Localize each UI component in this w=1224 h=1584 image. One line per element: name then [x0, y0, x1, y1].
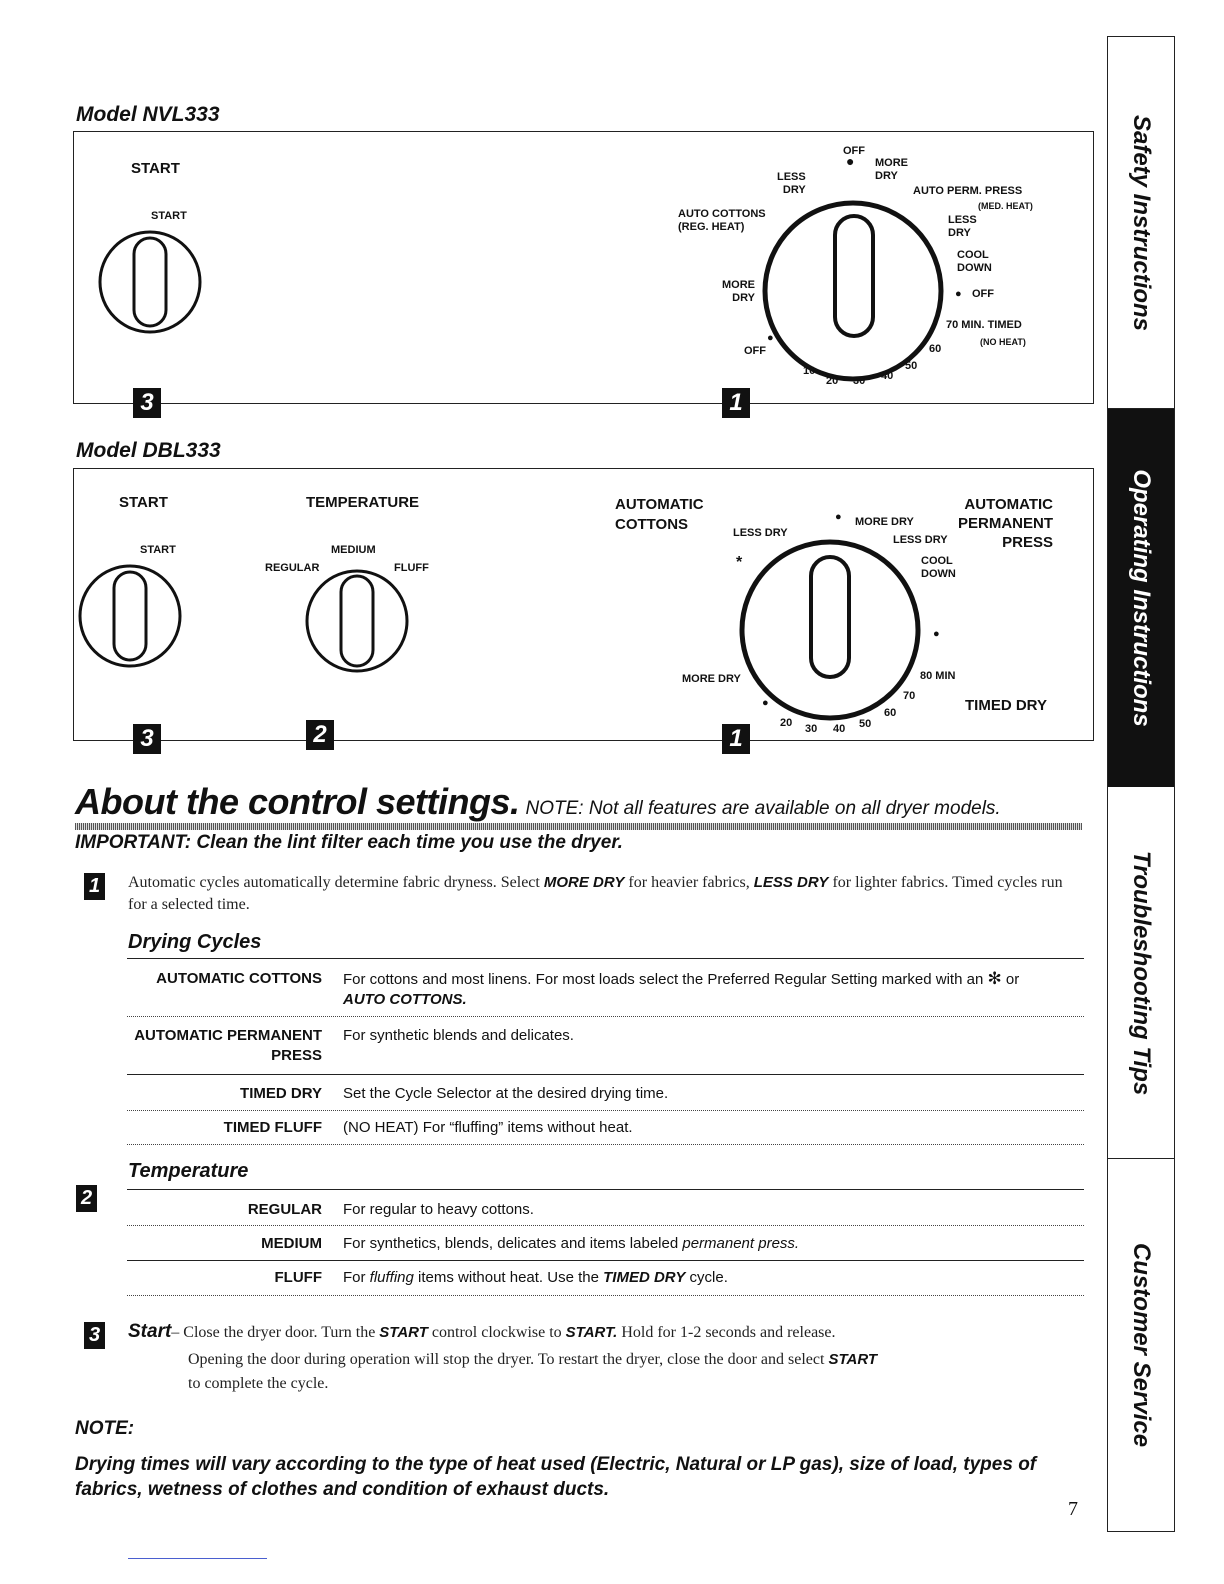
dial2-time-60: 60	[884, 707, 897, 719]
dial-auto-perm-press: AUTO PERM. PRESS	[913, 185, 1023, 197]
temp-medium-i: permanent press.	[682, 1235, 800, 1252]
step1-more: MORE DRY	[543, 874, 625, 891]
dial-off-right: OFF	[972, 288, 994, 300]
row-divider	[127, 1225, 1084, 1226]
dial-time-40: 40	[881, 370, 894, 382]
note-text: Drying times will vary according to the type of heat used (Electric, Natural or LP gas), size of load, types of fabrics, wetness of clothes and condition of exhaust ducts.	[75, 1454, 1037, 1500]
row-divider	[127, 1144, 1084, 1145]
dial2-auto-cottons: AUTOMATIC COTTONS	[615, 496, 704, 533]
dial2-time-30: 30	[805, 723, 818, 735]
temp-val-regular: For regular to heavy cottons.	[343, 1201, 534, 1218]
cycle-key-auto-perm: AUTOMATIC PERMANENT PRESS	[134, 1027, 322, 1064]
tab-customer-service[interactable]	[1108, 1159, 1174, 1531]
step1-badge: 1	[84, 873, 105, 900]
model1-cycle-dial[interactable]	[758, 196, 948, 386]
temp-fluff-a: For	[343, 1269, 370, 1286]
footer-line	[128, 1558, 267, 1559]
row-divider	[127, 1074, 1084, 1075]
important-notice: IMPORTANT: Clean the lint filter each time you use the dryer.	[75, 832, 623, 853]
tab-operating-instructions[interactable]	[1108, 409, 1174, 787]
cycle-val-timed-dry: Set the Cycle Selector at the desired drying time.	[343, 1085, 669, 1102]
dial-off-right-dot: ●	[955, 288, 962, 300]
temp-regular: REGULAR	[265, 562, 320, 574]
dial-timed: 70 MIN. TIMED	[946, 319, 1022, 331]
step3-badge: 3	[84, 1322, 105, 1349]
knob-ring	[100, 232, 200, 332]
tab-safety-instructions[interactable]	[1108, 37, 1174, 409]
side-tab-nav	[1107, 36, 1175, 1532]
dial-grip	[811, 557, 849, 677]
model2-start-knob[interactable]	[76, 562, 184, 670]
dial2-more-dry-left: MORE DRY	[682, 673, 741, 685]
temp-medium-a: For synthetics, blends, delicates and items labeled	[343, 1235, 683, 1252]
about-heading	[75, 781, 1001, 823]
temperature-heading: Temperature	[128, 1160, 249, 1182]
dial-ring	[742, 542, 918, 718]
asterisk-symbol: ✻	[987, 969, 1002, 988]
model1-start-knob[interactable]	[96, 228, 204, 336]
dial-less-dry-top: LESS DRY	[777, 171, 806, 196]
knob-grip	[341, 576, 373, 666]
dial-ring	[765, 203, 941, 379]
dial-auto-cottons: AUTO COTTONS (REG. HEAT)	[678, 208, 766, 233]
start-l1a: Close the dryer door. Turn the	[183, 1324, 380, 1341]
temp-fluff-i: fluffing	[369, 1269, 414, 1286]
dial-off-top: OFF	[843, 145, 865, 157]
start-label: Start	[128, 1321, 172, 1342]
dial-more-dry-top: MORE DRY	[875, 157, 908, 182]
start-l1c: control clockwise to	[427, 1324, 566, 1341]
dial-time-30: 30	[853, 375, 866, 387]
dial2-80min: 80 MIN	[920, 670, 956, 682]
dial-cool-down: COOL DOWN	[957, 249, 992, 274]
dial-less-dry-right: LESS DRY	[948, 214, 977, 239]
row-divider	[127, 1016, 1084, 1017]
dial2-auto-perm: AUTOMATIC PERMANENT PRESS	[958, 496, 1054, 551]
dial2-asterisk: *	[736, 554, 743, 571]
model1-start-knob-label: START	[151, 210, 187, 222]
dial2-right-dot: ●	[933, 628, 940, 640]
temp-fluff-bi: TIMED DRY	[603, 1269, 686, 1286]
knob-ring	[307, 571, 407, 671]
dial-no-heat: (NO HEAT)	[980, 337, 1026, 347]
note-heading: NOTE:	[75, 1418, 135, 1439]
tab-label: Operating Instructions	[1128, 469, 1155, 727]
model2-temp-knob[interactable]	[302, 566, 412, 676]
dial-dot: ●	[846, 153, 855, 169]
dial-med-heat: (MED. HEAT)	[978, 201, 1033, 211]
about-note: NOTE: Not all features are available on all dryer models.	[525, 798, 1001, 819]
step2-badge: 2	[76, 1185, 97, 1212]
model1-badge-cycle: 1	[722, 388, 750, 418]
drying-cycles-heading: Drying Cycles	[128, 931, 262, 953]
dial2-more-dry-top: MORE DRY	[855, 516, 914, 528]
start-l2b: START	[828, 1351, 878, 1368]
dial-time-10: 10	[803, 365, 816, 377]
model2-start-heading: START	[119, 494, 168, 511]
tab-label: Safety Instructions	[1128, 114, 1155, 331]
temperature-rule	[127, 1189, 1084, 1190]
temp-key-regular: REGULAR	[247, 1201, 322, 1218]
temp-key-fluff: FLUFF	[274, 1269, 322, 1286]
temp-key-medium: MEDIUM	[261, 1235, 322, 1252]
dial2-time-40: 40	[833, 723, 846, 735]
step1-c: for lighter fabrics. Timed cycles run for a selected time.	[128, 874, 1063, 913]
about-title: About the control settings.	[75, 781, 520, 822]
dial-more-dry-left: MORE DRY	[722, 279, 755, 304]
step1-a: Automatic cycles automatically determine fabric dryness. Select	[128, 874, 544, 891]
cycle-val-a: For cottons and most linens. For most loads select the Preferred Regular Setting marked with an	[343, 971, 988, 988]
model2-badge-cycle: 1	[722, 724, 750, 754]
dial-off-left-dot: ●	[767, 332, 774, 344]
dial-time-60: 60	[929, 343, 942, 355]
tab-label: Troubleshooting Tips	[1128, 850, 1155, 1095]
temp-val-medium	[343, 1234, 799, 1254]
row-divider	[127, 1260, 1084, 1261]
model1-badge-start: 3	[133, 388, 161, 418]
model2-baseline	[73, 740, 1094, 741]
dial2-top-dot: ●	[835, 511, 842, 523]
cycle-val-b: or	[1001, 971, 1020, 988]
start-dash: –	[171, 1324, 184, 1341]
cycle-val-c: AUTO COTTONS.	[343, 991, 467, 1008]
model2-badge-temp: 2	[306, 720, 334, 750]
start-l3: to complete the cycle.	[188, 1375, 329, 1392]
temp-fluff-c: cycle.	[685, 1269, 728, 1286]
dial-grip	[835, 216, 873, 336]
step1-less: LESS DRY	[753, 874, 829, 891]
temp-fluff: FLUFF	[394, 562, 429, 574]
drying-cycles-rule	[127, 958, 1084, 959]
dial2-less-dry-right: LESS DRY	[893, 534, 948, 546]
knob-grip	[114, 572, 146, 660]
model1-title: Model NVL333	[76, 103, 220, 126]
dial2-time-70: 70	[903, 690, 916, 702]
model2-panel	[73, 468, 1094, 741]
start-l2a: Opening the door during operation will stop the dryer. To restart the dryer, close the door and select	[188, 1351, 829, 1368]
model2-badge-start: 3	[133, 724, 161, 754]
dial2-less-dry-left: LESS DRY	[733, 527, 788, 539]
dial2-time-20: 20	[780, 717, 793, 729]
model2-start-knob-label: START	[140, 544, 176, 556]
dial2-cool-down: COOL DOWN	[921, 555, 956, 580]
step1-text	[128, 872, 1078, 916]
heading-rule	[75, 823, 1082, 830]
start-l1e: Hold for 1-2 seconds and release.	[617, 1324, 836, 1341]
knob-grip	[134, 238, 166, 326]
dial-time-50: 50	[905, 360, 918, 372]
model2-temp-heading: TEMPERATURE	[306, 494, 420, 511]
temp-medium: MEDIUM	[331, 544, 376, 556]
dial-time-20: 20	[826, 375, 839, 387]
temp-fluff-b: items without heat. Use the	[413, 1269, 604, 1286]
page-number: 7	[1068, 1498, 1078, 1520]
dial2-timed-dry: TIMED DRY	[965, 697, 1047, 714]
cycle-key-auto-cottons: AUTOMATIC COTTONS	[156, 970, 322, 987]
cycle-key-timed-dry: TIMED DRY	[240, 1085, 322, 1102]
step1-b: for heavier fabrics,	[624, 874, 754, 891]
dial-off-left: OFF	[744, 345, 766, 357]
row-divider	[127, 1295, 1084, 1296]
knob-ring	[80, 566, 180, 666]
cycle-val-timed-fluff: (NO HEAT) For “fluffing” items without heat.	[343, 1119, 633, 1136]
model1-baseline	[73, 403, 1094, 404]
cycle-val-auto-perm: For synthetic blends and delicates.	[343, 1027, 574, 1044]
start-text	[128, 1321, 1088, 1344]
tab-troubleshooting-tips[interactable]	[1108, 787, 1174, 1159]
cycle-key-timed-fluff: TIMED FLUFF	[223, 1119, 322, 1136]
dial2-time-50: 50	[859, 718, 872, 730]
model1-start-heading: START	[131, 160, 180, 177]
temp-val-fluff	[343, 1268, 728, 1288]
cycle-val-auto-cottons	[343, 969, 1083, 1010]
start-l1d: START.	[565, 1324, 618, 1341]
row-divider	[127, 1110, 1084, 1111]
model2-title: Model DBL333	[76, 439, 221, 462]
start-l1b: START	[379, 1324, 428, 1341]
tab-label: Customer Service	[1128, 1242, 1155, 1448]
start-text-2	[188, 1348, 1088, 1396]
dial2-left-dot: ●	[762, 697, 769, 709]
